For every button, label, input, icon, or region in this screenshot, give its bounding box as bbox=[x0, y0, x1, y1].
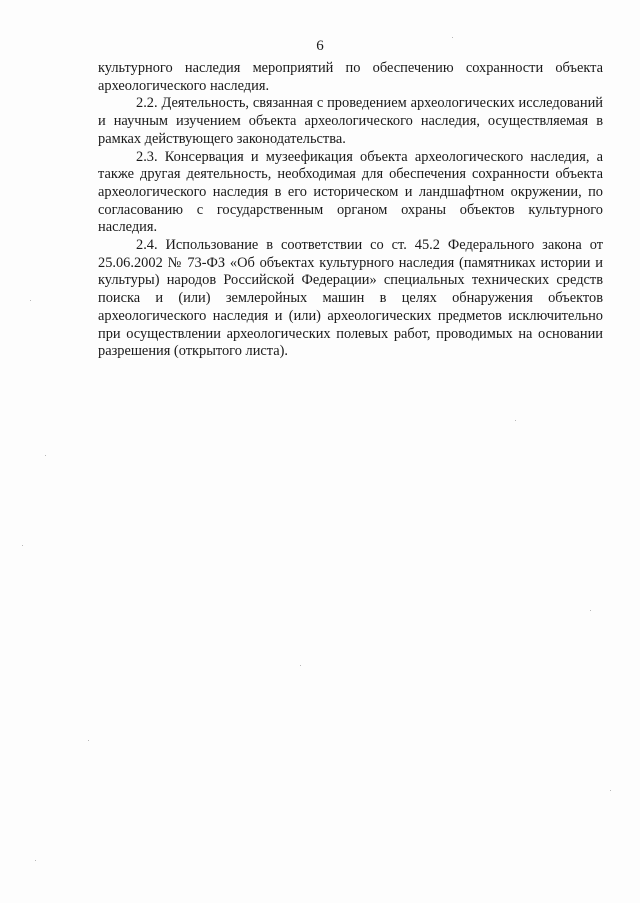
scan-speck bbox=[610, 790, 611, 791]
scan-speck bbox=[45, 455, 46, 456]
scan-speck bbox=[452, 37, 453, 38]
paragraph-2-3: 2.3. Консервация и музеефикация объекта археологического наследия, а также другая деятельность, необходимая для обеспечения сохранности объекта археологического наследия в его историческом и ландшафтном окружении, по согласованию с государственным органом охраны объектов культурного наследия. bbox=[98, 148, 603, 236]
scan-speck bbox=[515, 420, 516, 421]
page-number: 6 bbox=[316, 38, 324, 54]
scan-speck bbox=[22, 545, 23, 546]
scan-speck bbox=[88, 740, 89, 741]
paragraph-2-2: 2.2. Деятельность, связанная с проведением археологических исследований и научным изучением объекта археологического наследия, осуществляемая в рамках действующего законодательства. bbox=[98, 95, 603, 147]
paragraph-continuation: культурного наследия мероприятий по обеспечению сохранности объекта археологического наследия. bbox=[98, 60, 603, 94]
scan-speck bbox=[35, 860, 36, 861]
scan-speck bbox=[590, 610, 591, 611]
scan-speck bbox=[300, 665, 301, 666]
document-body bbox=[98, 60, 603, 361]
scan-speck bbox=[30, 300, 31, 301]
paragraph-2-4: 2.4. Использование в соответствии со ст. 45.2 Федерального закона от 25.06.2002 № 73-ФЗ «Об объектах культурного наследия (памятниках истории и культуры) народов Российской Федерации» специальных технических средств поиска и (или) землеройных машин в целях обнаружения объектов археологического наследия и (или) археологических предметов исключительно при осуществлении археологических полевых работ, проводимых на основании разрешения (открытого листа). bbox=[98, 237, 603, 360]
